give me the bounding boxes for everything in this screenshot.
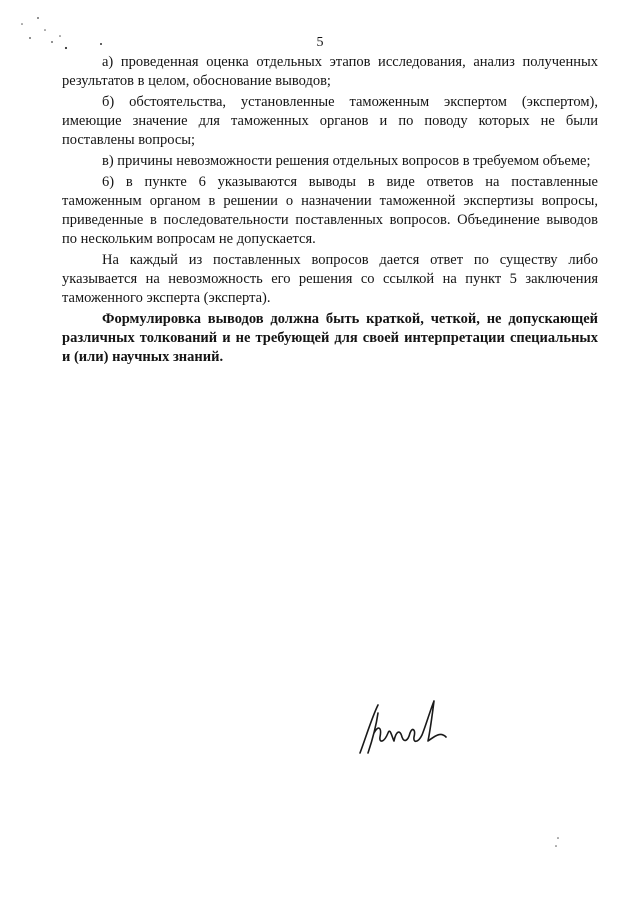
paragraph-item-b: б) обстоятельства, установленные таможенным экспертом (экспертом), имеющие значение для таможенных органов и по поводу которых не были поставлены вопросы; (62, 94, 598, 148)
page-number: 5 (316, 35, 324, 50)
paragraph-item-v: в) причины невозможности решения отдельных вопросов в требуемом объеме; (102, 153, 591, 169)
document-body (62, 53, 598, 367)
handwritten-signature (356, 697, 456, 757)
paragraph-formulation: Формулировка выводов должна быть краткой, четкой, не допускающей различных толкований и не требующей для своей интерпретации специальных и (или) научных знаний. (62, 311, 598, 365)
paragraph-item-a: а) проведенная оценка отдельных этапов исследования, анализ полученных результатов в целом, обоснование выводов; (62, 54, 598, 89)
paragraph-answers: На каждый из поставленных вопросов дается ответ по существу либо указывается на невозможность его решения со ссылкой на пункт 5 заключения таможенного эксперта (эксперта). (62, 252, 598, 306)
paragraph-item-6: 6) в пункте 6 указываются выводы в виде ответов на поставленные таможенным органом в решении о назначении таможенной экспертизы вопросы, приведенные в последовательности поставленных вопросов. Объединение выводов по нескольким вопросам не допускается. (62, 174, 598, 247)
